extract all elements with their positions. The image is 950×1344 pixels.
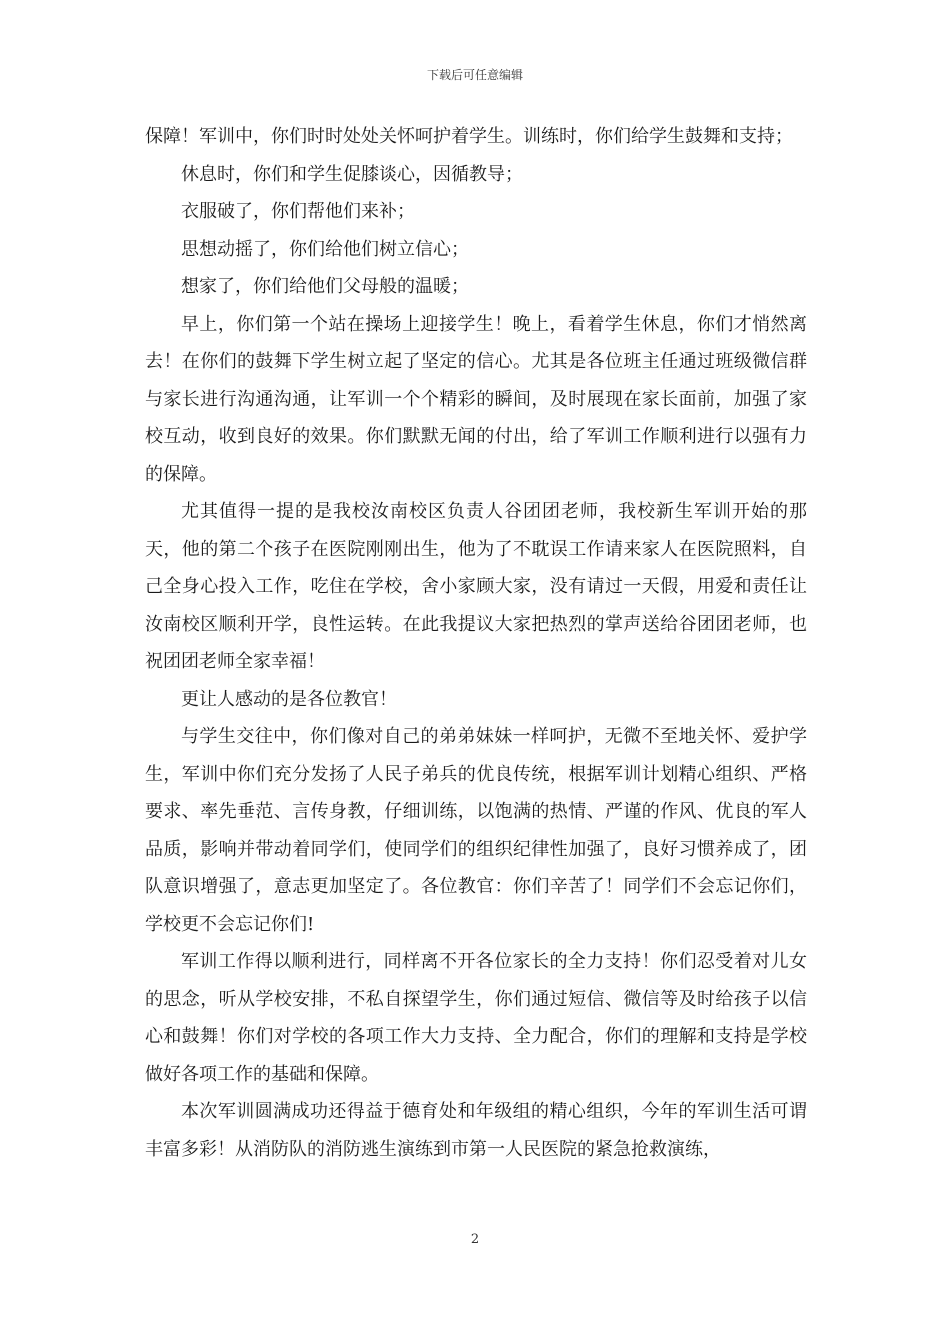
paragraph: 本次军训圆满成功还得益于德育处和年级组的精心组织，今年的军训生活可谓丰富多彩！从消防队的消防逃生演练到市第一人民医院的紧急抢救演练， <box>145 1101 807 1160</box>
paragraph: 想家了，你们给他们父母般的温暖； <box>181 276 469 297</box>
page-number: 2 <box>470 1232 480 1247</box>
paragraph: 衣服破了，你们帮他们来补； <box>181 201 415 222</box>
paragraph: 早上，你们第一个站在操场上迎接学生！晚上，看着学生休息，你们才悄然离去！在你们的鼓舞下学生树立起了坚定的信心。尤其是各位班主任通过班级微信群与家长进行沟通沟通，让军训一个个精彩的瞬间，及时展现在家长面前，加强了家校互动，收到良好的效果。你们默默无闻的付出，给了军训工作顺利进行以强有力的保障。 <box>145 313 807 485</box>
paragraph: 尤其值得一提的是我校汝南校区负责人谷团团老师，我校新生军训开始的那天，他的第二个孩子在医院刚刚出生，他为了不耽误工作请来家人在医院照料，自己全身心投入工作，吃住在学校，舍小家顾大家，没有请过一天假，用爱和责任让汝南校区顺利开学，良性运转。在此我提议大家把热烈的掌声送给谷团团老师，也祝团团老师全家幸福！ <box>145 501 807 672</box>
paragraph: 保障！军训中，你们时时处处关怀呵护着学生。训练时，你们给学生鼓舞和支持； <box>145 126 793 147</box>
document-body <box>145 118 807 1168</box>
paragraph: 与学生交往中，你们像对自己的弟弟妹妹一样呵护，无微不至地关怀、爱护学生，军训中你们充分发扬了人民子弟兵的优良传统，根据军训计划精心组织、严格要求、率先垂范、言传身教，仔细训练，以饱满的热情、严谨的作风、优良的军人品质，影响并带动着同学们，使同学们的组织纪律性加强了，良好习惯养成了，团队意识增强了，意志更加坚定了。各位教官：你们辛苦了！同学们不会忘记你们，学校更不会忘记你们! <box>145 726 807 935</box>
page-header: 下载后可任意编辑 <box>426 68 523 82</box>
paragraph: 休息时，你们和学生促膝谈心，因循教导； <box>181 163 523 185</box>
paragraph: 军训工作得以顺利进行，同样离不开各位家长的全力支持！你们忍受着对儿女的思念，听从学校安排，不私自探望学生，你们通过短信、微信等及时给孩子以信心和鼓舞！你们对学校的各项工作大力支持、全力配合，你们的理解和支持是学校做好各项工作的基础和保障。 <box>145 951 807 1085</box>
paragraph: 思想动摇了，你们给他们树立信心； <box>181 238 469 260</box>
paragraph: 更让人感动的是各位教官！ <box>181 688 397 710</box>
